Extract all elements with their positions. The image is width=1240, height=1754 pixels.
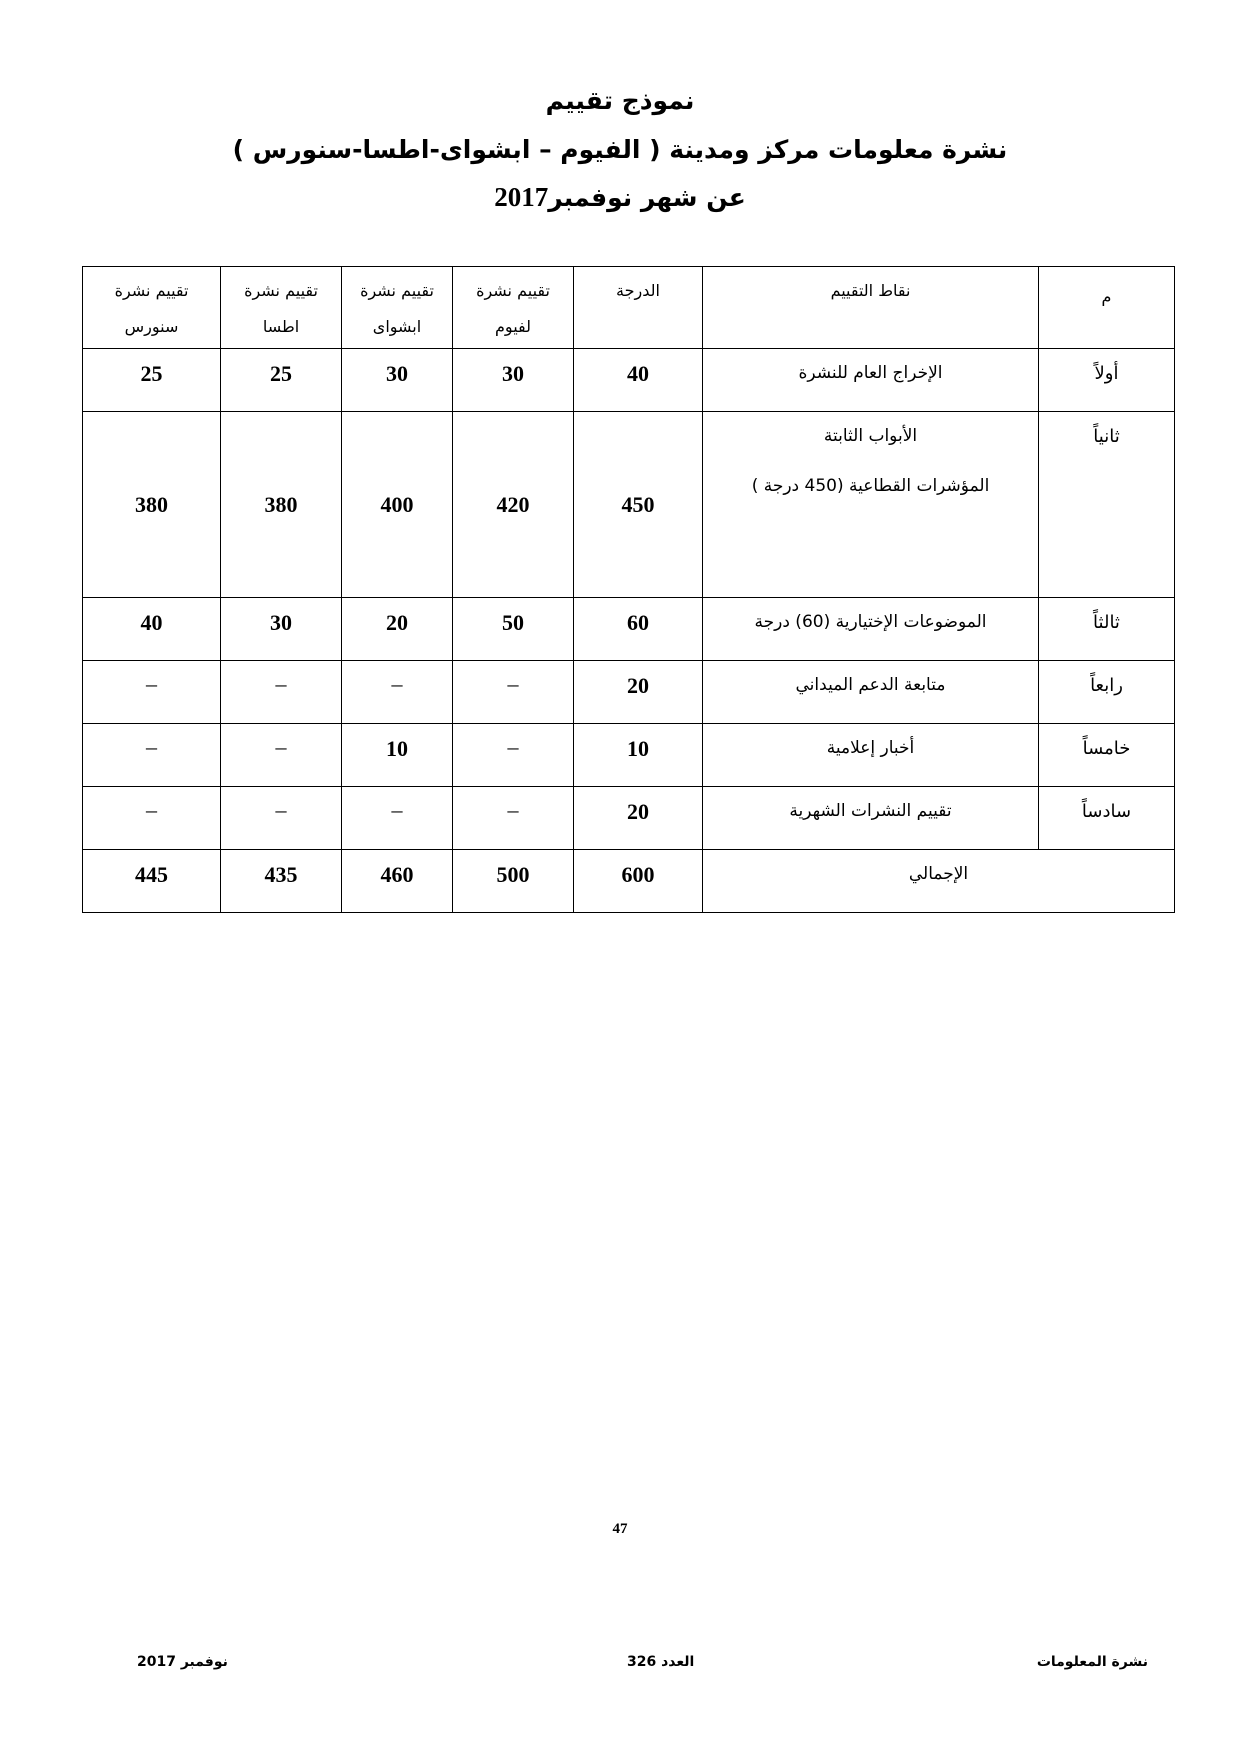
report-period — [0, 184, 1240, 211]
period-year: 2017 — [494, 182, 549, 212]
total-label: الإجمالي — [703, 850, 1175, 913]
cell-ibshway: 10 — [342, 724, 453, 787]
cell-itsa: – — [221, 787, 342, 850]
cell-index: ثانياً — [1039, 412, 1175, 598]
header-m: م — [1039, 267, 1175, 349]
header-fayoum: تقييم نشرة لفيوم — [453, 267, 574, 349]
cell-sanours: – — [83, 787, 221, 850]
cell-itsa: 30 — [221, 598, 342, 661]
cell-grade: 20 — [574, 787, 703, 850]
table-row — [83, 787, 1175, 850]
cell-ibshway: – — [342, 787, 453, 850]
cell-fayoum: – — [453, 724, 574, 787]
cell-grade: 450 — [574, 412, 703, 598]
page-footer — [0, 1654, 1240, 1678]
page-header — [0, 88, 1240, 211]
header-itsa: تقييم نشرة اطسا — [221, 267, 342, 349]
period-prefix: عن شهر نوفمبر — [548, 183, 746, 212]
cell-itsa: – — [221, 724, 342, 787]
cell-label: الموضوعات الإختيارية (60) درجة — [703, 598, 1039, 661]
table-total-row — [83, 850, 1175, 913]
header-sanours: تقييم نشرة سنورس — [83, 267, 221, 349]
table-row — [83, 724, 1175, 787]
cell-ibshway: 20 — [342, 598, 453, 661]
cell-sanours: 40 — [83, 598, 221, 661]
cell-itsa: – — [221, 661, 342, 724]
footer-issue: العدد 326 — [627, 1654, 695, 1670]
cell-fayoum: 30 — [453, 349, 574, 412]
cell-label-line1: الأبواب الثابتة — [823, 426, 918, 446]
cell-fayoum: – — [453, 661, 574, 724]
cell-index: سادساً — [1039, 787, 1175, 850]
cell-itsa: 380 — [221, 412, 342, 598]
cell-label — [703, 412, 1039, 598]
total-sanours: 445 — [83, 850, 221, 913]
total-fayoum: 500 — [453, 850, 574, 913]
footer-publication: نشرة المعلومات — [1036, 1654, 1148, 1670]
total-ibshway: 460 — [342, 850, 453, 913]
cell-grade: 10 — [574, 724, 703, 787]
cell-index: أولاً — [1039, 349, 1175, 412]
table-header-row — [83, 267, 1175, 349]
page-number: 47 — [612, 1521, 628, 1537]
total-grade: 600 — [574, 850, 703, 913]
cell-itsa: 25 — [221, 349, 342, 412]
cell-sanours: 380 — [83, 412, 221, 598]
cell-sanours: – — [83, 661, 221, 724]
page-subtitle: نشرة معلومات مركز ومدينة ( الفيوم – ابشواى-اطسا-سنورس ) — [232, 135, 1008, 164]
cell-index: رابعاً — [1039, 661, 1175, 724]
cell-fayoum: – — [453, 787, 574, 850]
cell-fayoum: 420 — [453, 412, 574, 598]
table-row — [83, 349, 1175, 412]
header-ibshway: تقييم نشرة ابشواى — [342, 267, 453, 349]
table-row — [83, 661, 1175, 724]
cell-grade: 60 — [574, 598, 703, 661]
header-grade: الدرجة — [574, 267, 703, 349]
cell-ibshway: 30 — [342, 349, 453, 412]
header-points: نقاط التقييم — [703, 267, 1039, 349]
cell-label: الإخراج العام للنشرة — [703, 349, 1039, 412]
table-row — [83, 598, 1175, 661]
cell-index: خامساً — [1039, 724, 1175, 787]
cell-sanours: 25 — [83, 349, 221, 412]
cell-index: ثالثاً — [1039, 598, 1175, 661]
cell-fayoum: 50 — [453, 598, 574, 661]
cell-ibshway: 400 — [342, 412, 453, 598]
cell-ibshway: – — [342, 661, 453, 724]
table-row — [83, 412, 1175, 598]
cell-grade: 40 — [574, 349, 703, 412]
page-title: نموذج تقييم — [545, 86, 695, 115]
cell-label: متابعة الدعم الميداني — [703, 661, 1039, 724]
footer-date: نوفمبر 2017 — [137, 1654, 228, 1670]
evaluation-table — [82, 266, 1175, 913]
total-itsa: 435 — [221, 850, 342, 913]
cell-sanours: – — [83, 724, 221, 787]
cell-label-line2: المؤشرات القطاعية (450 درجة ) — [751, 476, 990, 496]
cell-label: تقييم النشرات الشهرية — [703, 787, 1039, 850]
cell-label: أخبار إعلامية — [703, 724, 1039, 787]
cell-grade: 20 — [574, 661, 703, 724]
